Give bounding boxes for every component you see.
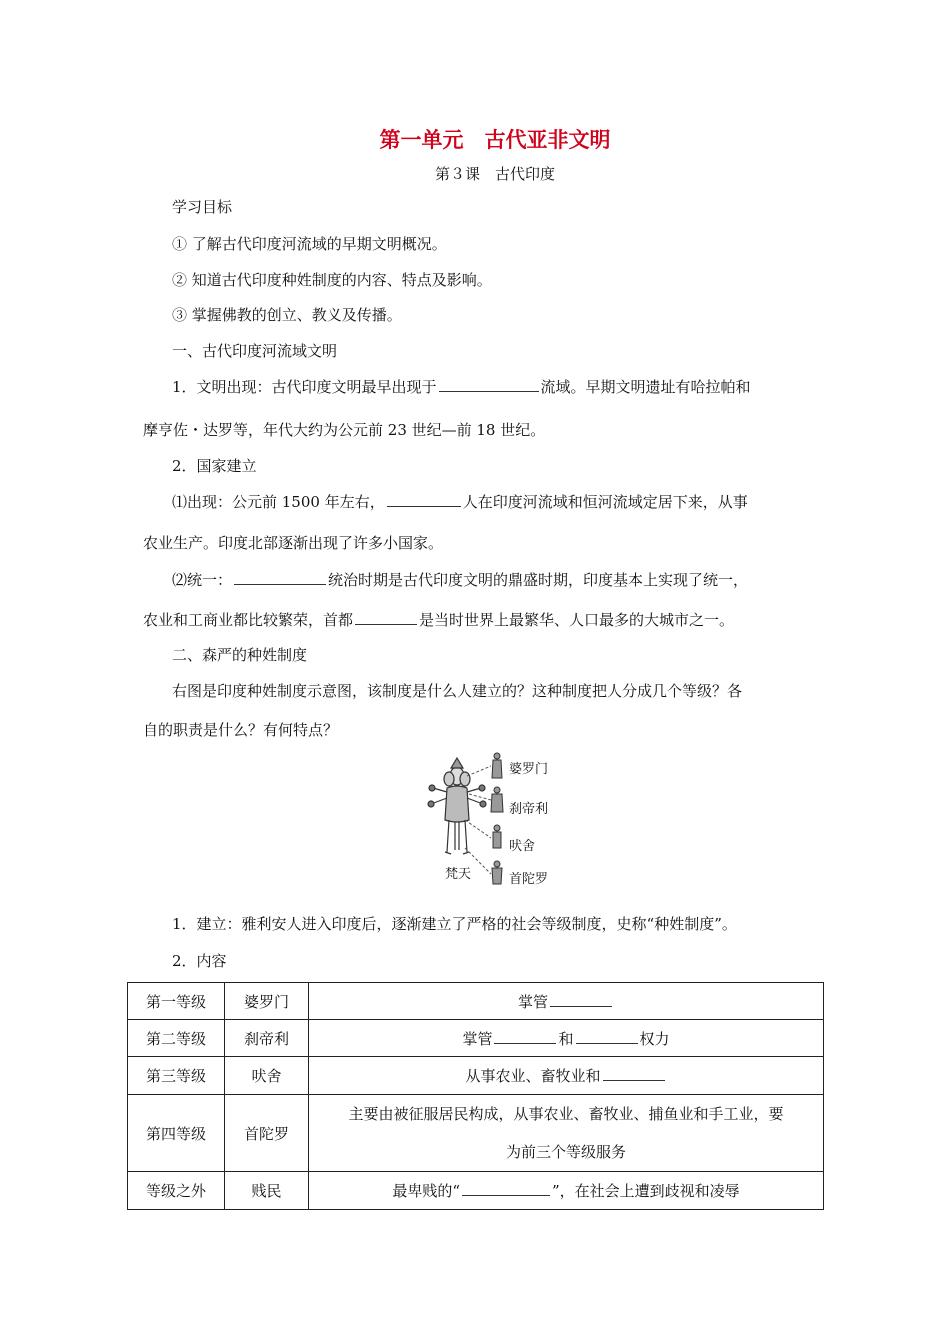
duty-cell [309,983,824,1020]
table-row [128,983,824,1020]
caste-question-cont: 自的职责是什么？有何特点？ [143,721,339,739]
fill-blank[interactable] [355,610,417,625]
text-segment: 农业和工商业都比较繁荣，首都 [143,611,354,629]
brahmin-label: 婆罗门 [509,762,549,777]
duty-text: 为前三个等级服务 [505,1143,626,1161]
objective-1: ① 了解古代印度河流域的早期文明概况。 [172,235,447,253]
level-cell: 第三等级 [128,1057,225,1095]
brahma-figure [428,758,486,854]
duty-text: 权力 [639,1029,670,1048]
brahma-label: 梵天 [445,867,472,882]
duty-text: 掌管 [517,992,548,1011]
level-cell: 第一等级 [128,983,225,1020]
kshatriya-label: 刹帝利 [509,802,549,817]
table-row [128,1095,824,1172]
section1-heading: 一、古代印度河流域文明 [172,342,338,360]
fill-blank[interactable] [387,492,461,507]
table-row [128,1020,824,1057]
caste-diagram [425,748,565,893]
text-segment: 流域。早期文明遗址有哈拉帕和 [540,378,751,396]
paragraph-unification-cont [143,610,823,630]
unit-title: 第一单元 古代亚非文明 [379,128,611,152]
shudra-label: 首陀罗 [509,872,549,887]
objective-3: ③ 掌握佛教的创立、教义及传播。 [172,306,402,324]
caste-question: 右图是印度种姓制度示意图，该制度是什么人建立的？这种制度把人分成几个等级？各 [172,682,743,700]
fill-blank[interactable] [550,992,612,1007]
duty-text: 掌管 [462,1029,493,1048]
caste-content-heading: 2．内容 [172,952,227,970]
fill-blank[interactable] [603,1066,665,1081]
fill-blank[interactable] [494,1029,556,1044]
state-founding-heading: 2．国家建立 [172,457,257,475]
vaishya-label: 吠舍 [509,839,536,854]
duty-text: 主要由被征服居民构成，从事农业、畜牧业、捕鱼业和手工业，要 [348,1105,784,1123]
paragraph-emergence-cont: 农业生产。印度北部逐渐出现了许多小国家。 [143,534,444,552]
duty-text: 最卑贱的“ [392,1182,460,1200]
table-row [128,1057,824,1095]
text-segment: 人在印度河流域和恒河流域定居下来，从事 [462,493,748,511]
duty-cell [309,1020,824,1057]
paragraph-emergence [172,492,852,512]
duty-text: 从事农业、畜牧业和 [465,1067,601,1085]
caste-table [127,982,824,1210]
level-cell: 第二等级 [128,1020,225,1057]
fill-blank[interactable] [576,1029,638,1044]
table-row [128,1172,824,1210]
text-segment: ⑴出现：公元前 1500 年左右， [172,493,385,511]
fill-blank[interactable] [439,377,539,392]
section2-heading: 二、森严的种姓制度 [172,646,308,664]
level-cell: 第四等级 [128,1095,225,1172]
duty-text: ”，在社会上遭到歧视和凌辱 [552,1182,740,1200]
text-segment: 是当时世界上最繁华、人口最多的大城市之一。 [419,611,735,629]
caste-cell: 首陀罗 [225,1095,309,1172]
duty-text: 和 [558,1029,574,1048]
text-segment: 统治时期是古代印度文明的鼎盛时期，印度基本上实现了统一， [328,571,749,589]
text-segment: 1．文明出现：古代印度文明最早出现于 [172,378,437,396]
paragraph-civilization [172,377,852,397]
lesson-title: 第３课 古代印度 [434,165,555,183]
caste-cell: 婆罗门 [225,983,309,1020]
duty-cell [309,1057,824,1095]
paragraph-civilization-cont: 摩亨佐・达罗等，年代大约为公元前 23 世纪—前 18 世纪。 [143,421,546,439]
duty-cell [309,1095,824,1172]
objective-2: ② 知道古代印度种姓制度的内容、特点及影响。 [172,271,492,289]
caste-cell: 贱民 [225,1172,309,1210]
paragraph-unification [172,570,852,590]
caste-figures [491,753,503,884]
objectives-heading: 学习目标 [172,198,233,216]
duty-cell [309,1172,824,1210]
caste-cell: 吠舍 [225,1057,309,1095]
level-cell: 等级之外 [128,1172,225,1210]
text-segment: ⑵统一： [172,571,233,589]
fill-blank[interactable] [234,570,326,585]
caste-establishment: 1．建立：雅利安人进入印度后，逐渐建立了严格的社会等级制度，史称“种姓制度”。 [172,915,737,933]
fill-blank[interactable] [462,1181,550,1196]
caste-cell: 刹帝利 [225,1020,309,1057]
